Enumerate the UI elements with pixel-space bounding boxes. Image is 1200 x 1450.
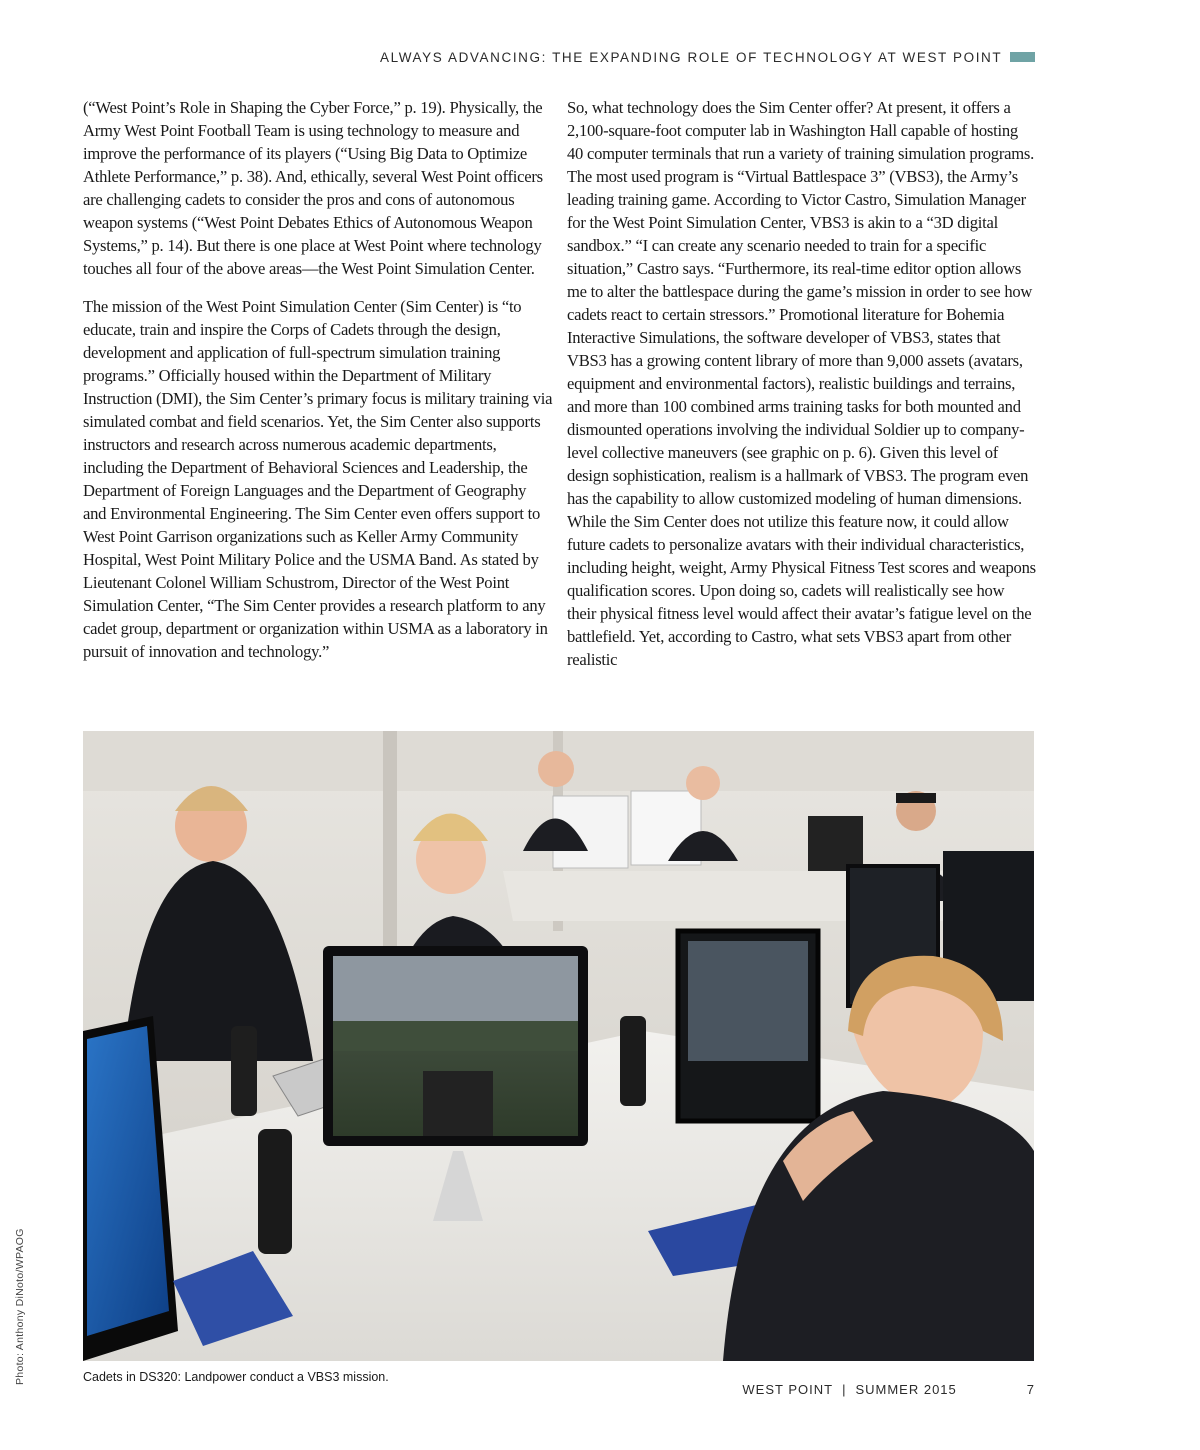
running-header: [380, 47, 1035, 67]
page-number: 7: [1026, 1382, 1035, 1397]
photo-credit: Photo: Anthony DiNoto/WPAOG: [14, 1228, 26, 1385]
footer-separator: |: [842, 1382, 847, 1397]
photo-caption: Cadets in DS320: Landpower conduct a VBS3 mission.: [83, 1370, 389, 1384]
footer-issue: SUMMER 2015: [855, 1382, 957, 1397]
article-column-left: [83, 96, 553, 678]
article-paragraph: So, what technology does the Sim Center offer? At present, it offers a 2,100-square-foot computer lab in Washington Hall capable of hosting 40 computer terminals that run a variety of training simulation programs. The most used program is “Virtual Battlespace 3” (VBS3), the Army’s leading training game. According to Victor Castro, Simulation Manager for the West Point Simulation Center, VBS3 is akin to a “3D digital sandbox.” “I can create any scenario needed to train for a specific situation,” Castro says. “Furthermore, its real-time editor option allows me to alter the battlespace during the game’s mission in order to see how cadets react to certain stressors.” Promotional literature for Bohemia Interactive Simulations, the software developer of VBS3, states that VBS3 has a growing content library of more than 9,000 assets (avatars, equipment and environmental factors), realistic buildings and terrains, and more than 100 combined arms training tasks for both mounted and dismounted operations involving the individual Soldier up to company-level collective maneuvers (see graphic on p. 6). Given this level of design sophistication, realism is a hallmark of VBS3. The program even has the capability to allow customized modeling of human dimensions. While the Sim Center does not utilize this feature now, it could allow future cadets to personalize avatars with their individual characteristics, including height, weight, Army Physical Fitness Test scores and weapons qualification scores. Upon doing so, cadets will realistically see how their physical fitness level would affect their avatar’s fatigue level on the battlefield. Yet, according to Castro, what sets VBS3 apart from other realistic: [567, 98, 1036, 669]
article-paragraph: The mission of the West Point Simulation Center (Sim Center) is “to educate, train and inspire the Corps of Cadets through the design, development and application of full-spectrum simulation training programs.” Officially housed within the Department of Military Instruction (DMI), the Sim Center’s primary focus is military training via simulated combat and field scenarios. Yet, the Sim Center also supports instructors and research across numerous academic departments, including the Department of Behavioral Sciences and Leadership, the Department of Foreign Languages and the Department of Geography and Environmental Engineering. The Sim Center even offers support to West Point Garrison organizations such as Keller Army Community Hospital, West Point Military Police and the USMA Band. As stated by Lieutenant Colonel William Schustrom, Director of the West Point Simulation Center, “The Sim Center provides a research platform to any cadet group, department or organization within USMA as a laboratory in pursuit of innovation and technology.”: [83, 297, 553, 661]
header-accent-bar: [1010, 52, 1035, 62]
article-paragraph: (“West Point’s Role in Shaping the Cyber Force,” p. 19). Physically, the Army West Point Football Team is using technology to measure and improve the performance of its players (“Using Big Data to Optimize Athlete Performance,” p. 38). And, ethically, several West Point officers are challenging cadets to consider the pros and cons of autonomous weapon systems (“West Point Debates Ethics of Autonomous Weapon Systems,” p. 14). But there is one place at West Point where technology touches all four of the above areas—the West Point Simulation Center.: [83, 98, 543, 278]
page-footer: [700, 1382, 1035, 1397]
article-column-right: [567, 96, 1037, 686]
article-photo: [83, 731, 1034, 1361]
footer-publication: WEST POINT: [742, 1382, 834, 1397]
header-title: ALWAYS ADVANCING: THE EXPANDING ROLE OF TECHNOLOGY AT WEST POINT: [380, 49, 1003, 65]
